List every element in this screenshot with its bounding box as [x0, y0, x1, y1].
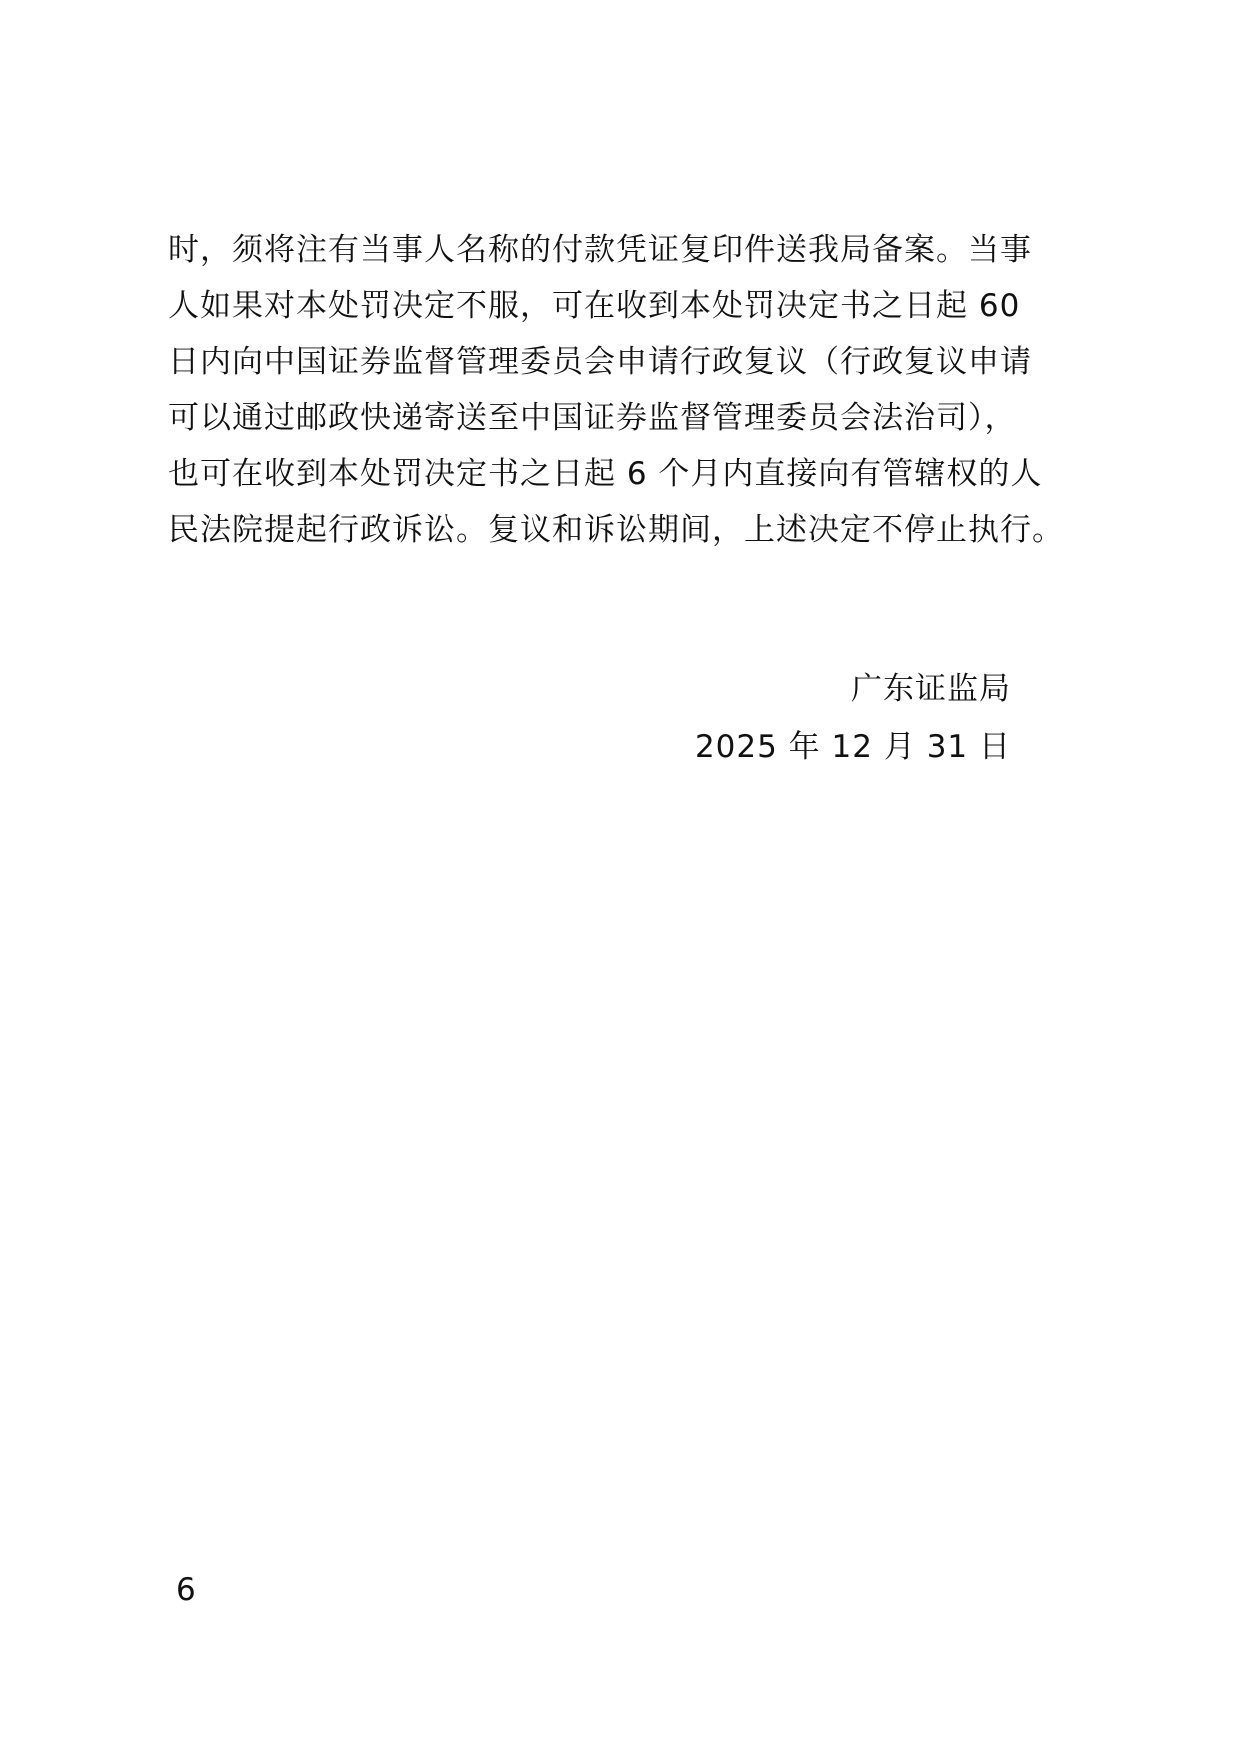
body-line: 民法院提起行政诉讼。复议和诉讼期间，上述决定不停止执行。 — [168, 512, 1064, 548]
body-line: 日内向中国证券监督管理委员会申请行政复议（行政复议申请 — [168, 344, 1032, 380]
body-line: 可以通过邮政快递寄送至中国证券监督管理委员会法治司）， — [168, 400, 1017, 436]
body-line: 时，须将注有当事人名称的付款凭证复印件送我局备案。当事 — [168, 232, 1032, 268]
page-number: 6 — [176, 1572, 196, 1608]
body-line: 也可在收到本处罚决定书之日起 6 个月内直接向有管辖权的人 — [168, 456, 1043, 492]
issuer-name: 广东证监局 — [851, 671, 1011, 707]
body-line: 人如果对本处罚决定不服，可在收到本处罚决定书之日起 60 — [168, 288, 1021, 324]
issue-date: 2025 年 12 月 31 日 — [694, 729, 1011, 765]
signature-block — [695, 660, 1011, 776]
document-body — [168, 222, 1088, 558]
